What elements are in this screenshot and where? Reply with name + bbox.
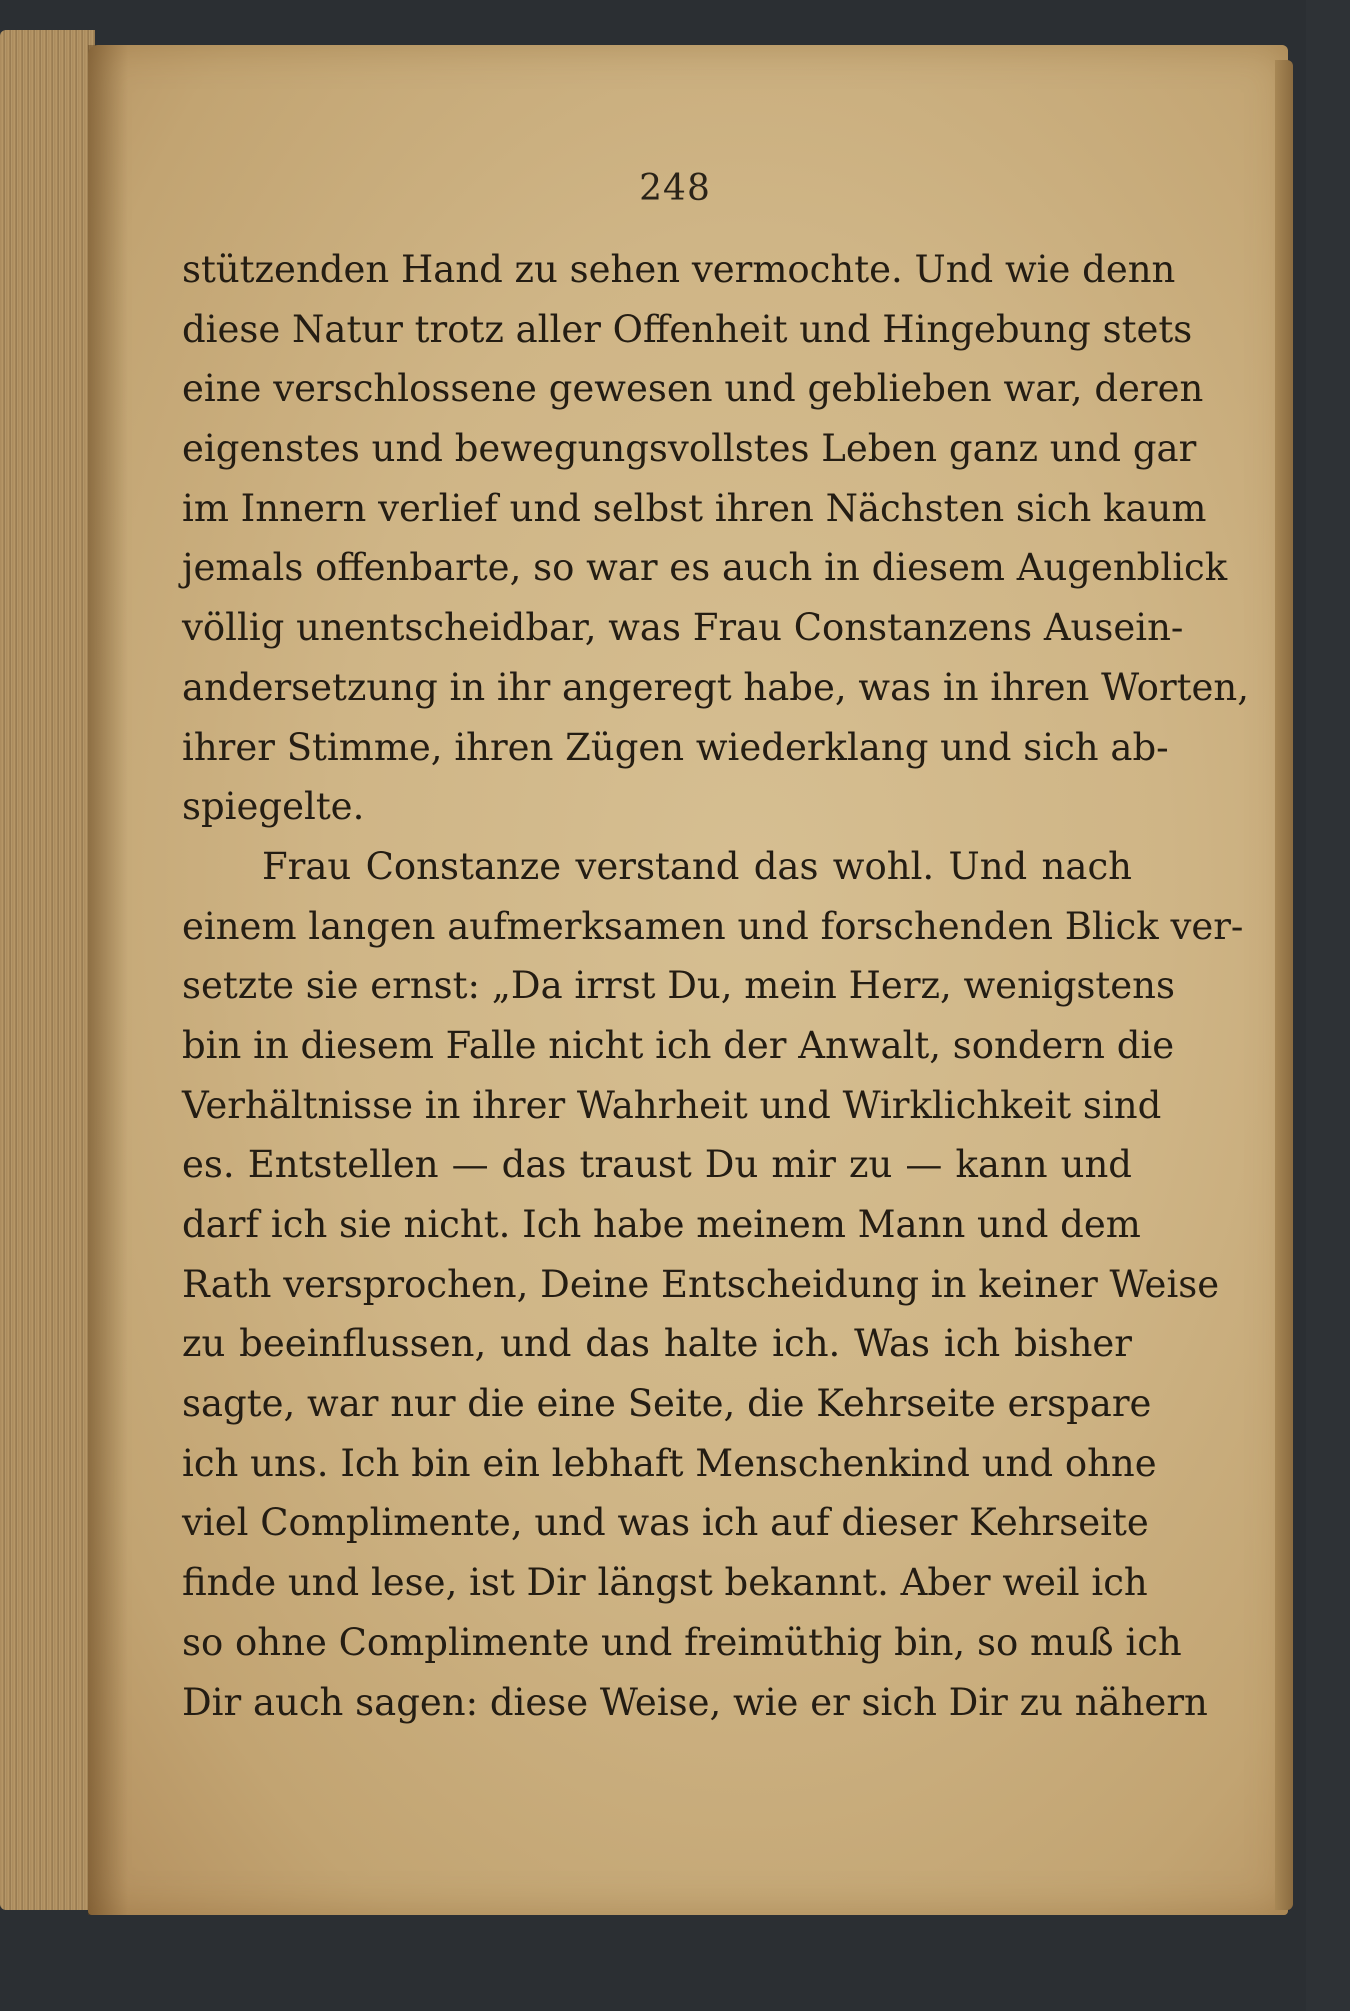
text-line: viel Complimente, und was ich auf dieser Kehrseite <box>182 1501 1149 1545</box>
text-line: sagte, war nur die eine Seite, die Kehrseite erspare <box>182 1382 1152 1426</box>
page-edge-right <box>1275 60 1293 1910</box>
text-line: darf ich sie nicht. Ich habe meinem Mann und dem <box>182 1203 1141 1246</box>
page-number: 248 <box>639 168 711 209</box>
text-line: spiegelte. <box>182 785 365 829</box>
text-line: andersetzung in ihr angeregt habe, was in ihren Worten, <box>182 665 1249 709</box>
text-line: setzte sie ernst: „Da irrst Du, mein Herz, wenigstens <box>182 964 1176 1008</box>
text-line: eigenstes und bewegungsvollstes Leben ganz und gar <box>182 427 1197 471</box>
page-stack-edge <box>0 30 95 1910</box>
text-line: bin in diesem Falle nicht ich der Anwalt, sondern die <box>182 1023 1175 1067</box>
text-line: ihrer Stimme, ihren Zügen wiederklang und sich ab- <box>182 725 1169 769</box>
text-line: eine verschlossene gewesen und geblieben war, deren <box>182 367 1204 411</box>
text-line: stützenden Hand zu sehen vermochte. Und wie denn <box>182 248 1176 291</box>
text-line: Rath versprochen, Deine Entscheidung in keiner Weise <box>182 1262 1220 1306</box>
text-line: zu beeinflussen, und das halte ich. Was ich bisher <box>182 1322 1132 1366</box>
text-line: Verhältnisse in ihrer Wahrheit und Wirklichkeit sind <box>182 1083 1162 1127</box>
text-line: Dir auch sagen: diese Weise, wie er sich Dir zu nähern <box>182 1680 1208 1724</box>
text-line: im Innern verlief und selbst ihren Nächsten sich kaum <box>182 486 1207 530</box>
text-line: es. Entstellen — das traust Du mir zu — kann und <box>182 1143 1132 1187</box>
paragraph-start-line: Frau Constanze verstand das wohl. Und nach <box>262 844 1132 888</box>
text-line: finde und lese, ist Dir längst bekannt. Aber weil ich <box>182 1561 1148 1605</box>
text-line: völlig unentscheidbar, was Frau Constanzens Ausein- <box>182 606 1184 650</box>
spine-shadow <box>88 45 128 1915</box>
text-line: so ohne Complimente und freimüthig bin, so muß ich <box>182 1620 1182 1664</box>
text-line: jemals offenbarte, so war es auch in diesem Augenblick <box>182 546 1228 590</box>
text-line: diese Natur trotz aller Offenheit und Hingebung stets <box>182 307 1193 351</box>
body-text <box>182 240 1249 1732</box>
text-line: ich uns. Ich bin ein lebhaft Menschenkind und ohne <box>182 1441 1157 1485</box>
text-line: einem langen aufmerksamen und forschenden Blick ver- <box>182 904 1244 948</box>
